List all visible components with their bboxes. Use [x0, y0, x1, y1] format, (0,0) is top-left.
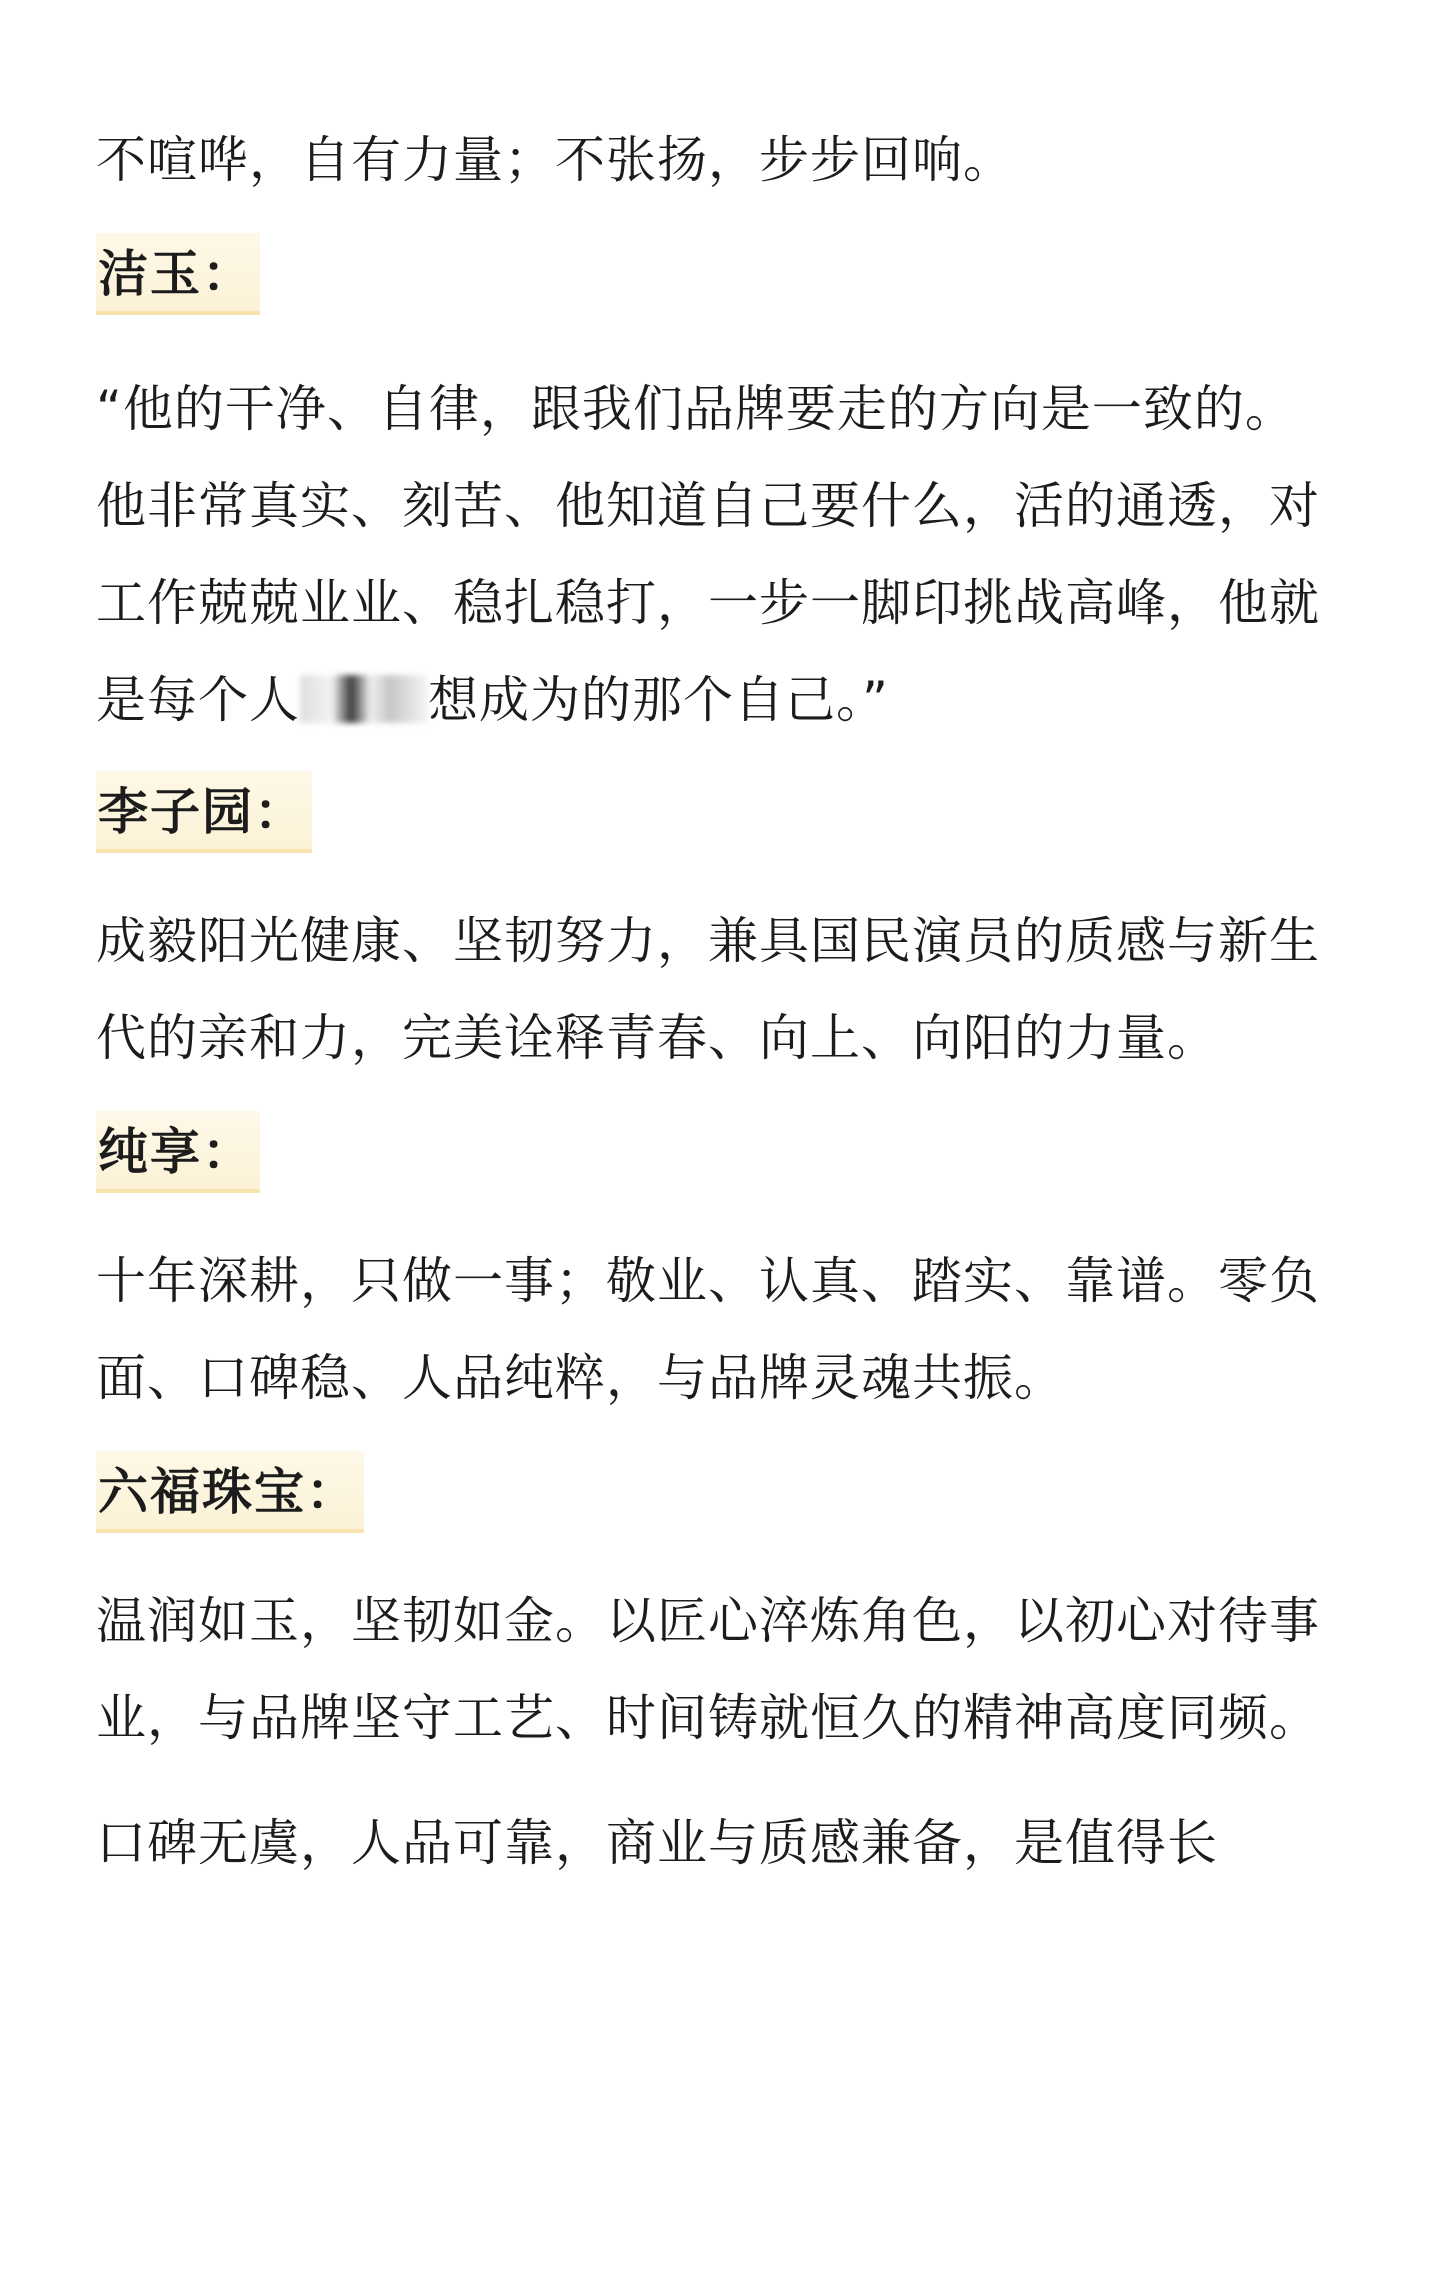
section-chunxiang [96, 1111, 1336, 1193]
section-paragraph: 成毅阳光健康、坚韧努力，兼具国民演员的质感与新生代的亲和力，完美诠释青春、向上、向阳的力量。 [96, 912, 1320, 1067]
section-liufu-jewelry [96, 1451, 1336, 1533]
section-jieyu [96, 233, 1336, 315]
section-paragraph: 温润如玉，坚韧如金。以匠心淬炼角色，以初心对待事业，与品牌坚守工艺、时间铸就恒久的精神高度同频。 [96, 1592, 1320, 1747]
section-heading: 李子园： [96, 771, 312, 853]
section-paragraph: 十年深耕，只做一事；敬业、认真、踏实、靠谱。零负面、口碑稳、人品纯粹，与品牌灵魂共振。 [96, 1252, 1320, 1407]
blurred-redaction [300, 675, 428, 723]
article-body [96, 112, 1336, 1892]
section-paragraph: 口碑无虞，人品可靠，商业与质感兼备，是值得长 [96, 1814, 1218, 1872]
section-heading: 洁玉： [96, 233, 260, 315]
section-paragraph [96, 361, 1336, 749]
section-heading: 六福珠宝： [96, 1451, 364, 1533]
intro-paragraph: 不喧哗，自有力量；不张扬，步步回响。 [96, 131, 1014, 189]
section-liziyuan [96, 771, 1336, 853]
quote-text-after: 想成为的那个自己。” [428, 671, 889, 729]
quote-text-before: “他的干净、自律，跟我们品牌要走的方向是一致的。他非常真实、刻苦、他知道自己要什么，活的通透，对工作兢兢业业、稳扎稳打，一步一脚印挑战高峰，他就是每个人 [96, 380, 1320, 729]
section-heading: 纯享： [96, 1111, 260, 1193]
